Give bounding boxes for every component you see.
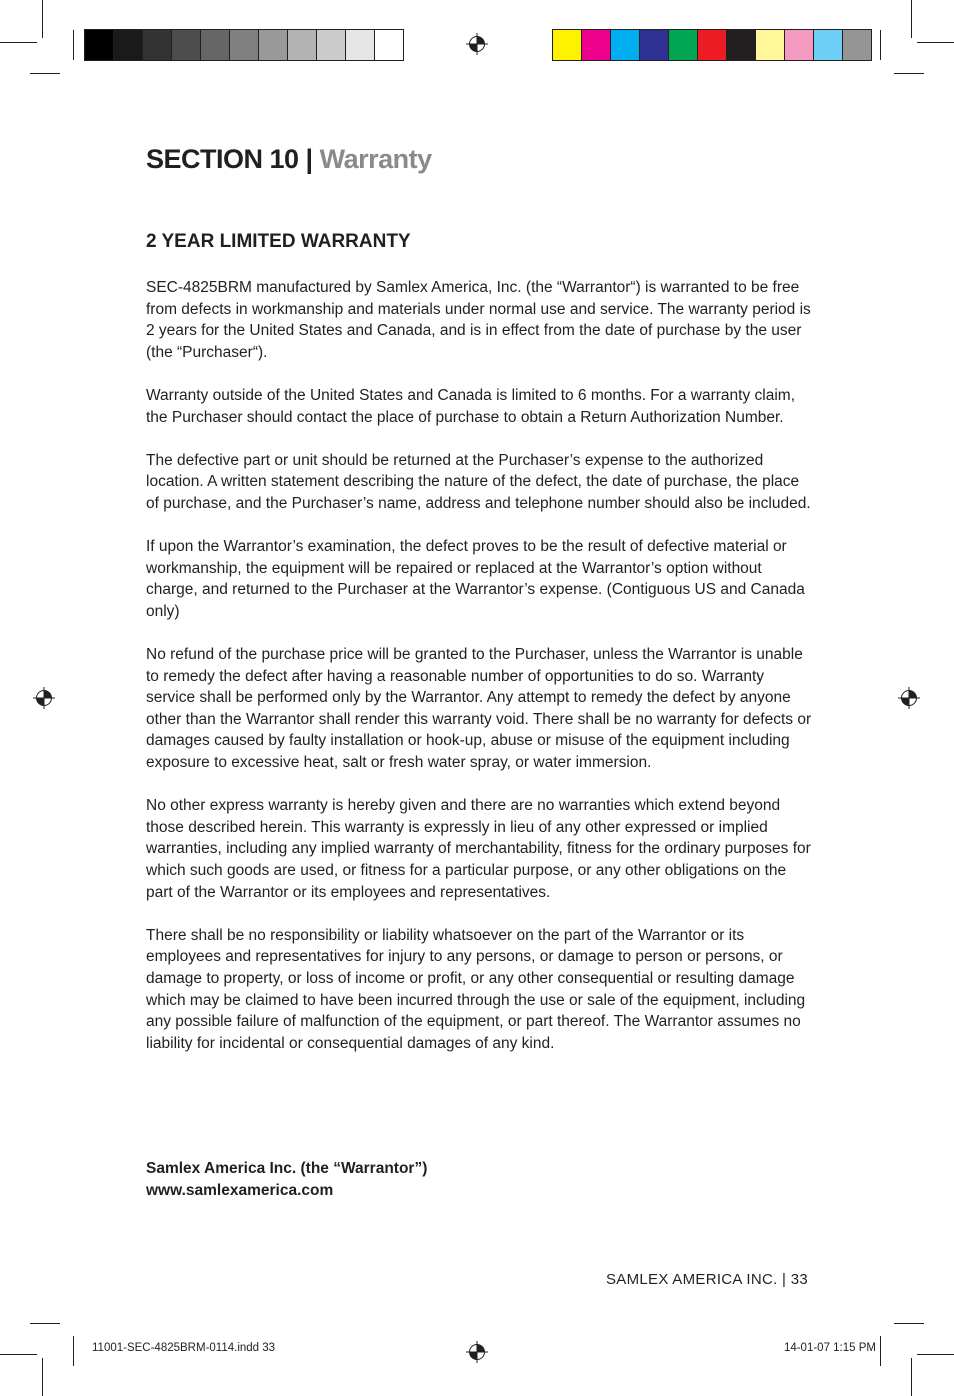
crop-mark — [73, 1336, 74, 1366]
color-swatch — [316, 30, 345, 60]
color-swatch — [784, 30, 813, 60]
color-swatch — [639, 30, 668, 60]
warranty-body — [146, 277, 812, 1076]
print-slug-file: 11001-SEC-4825BRM-0114.indd 33 — [92, 1342, 276, 1354]
color-swatch — [200, 30, 229, 60]
crop-mark — [42, 0, 43, 38]
crop-mark — [911, 0, 912, 38]
color-swatch — [258, 30, 287, 60]
crop-mark — [73, 30, 74, 60]
website-link[interactable]: www.samlexamerica.com — [146, 1181, 334, 1199]
color-swatch — [171, 30, 200, 60]
color-swatch — [229, 30, 258, 60]
paragraph: There shall be no responsibility or liability whatsoever on the part of the Warrantor or its employees and representatives for injury to any persons, or damage to person or persons, or damage to property, or loss of income or profit, or any other consequential or resulting damage which may be claimed to have been incurred through the use or sale of the equipment, including any possible failure of malfunction of the equipment, or part thereof. The Warrantor assumes no liability for incidental or consequential damages of any kind. — [146, 926, 806, 1052]
color-swatch — [142, 30, 171, 60]
company-name: Samlex America Inc. (the “Warrantor”) — [146, 1160, 428, 1177]
signature-block — [146, 1158, 427, 1201]
crop-mark — [880, 1336, 881, 1366]
paragraph: No refund of the purchase price will be granted to the Purchaser, unless the Warrantor is unable to remedy the defect after having a reasonable number of opportunities to do so. Warranty service shall be performed only by the Warrantor. Any attempt to remedy the defect by anyone other than the Warrantor shall render this warranty void. There shall be no warranty for defects or damages caused by faulty installation or hook-up, abuse or misuse of the equipment including exposure to excessive heat, salt or fresh water spray, or water immersion. — [146, 646, 812, 772]
color-swatch — [85, 30, 113, 60]
color-swatch — [813, 30, 842, 60]
crop-mark — [917, 42, 954, 43]
paragraph: Warranty outside of the United States and Canada is limited to 6 months. For a warranty claim, the Purchaser should contact the place of purchase to obtain a Return Authorization Number. — [146, 386, 796, 426]
registration-mark-icon — [466, 1341, 488, 1363]
color-swatch — [581, 30, 610, 60]
crop-mark — [894, 1323, 924, 1324]
crop-mark — [0, 1354, 37, 1355]
crop-mark — [30, 73, 60, 74]
crop-mark — [0, 42, 37, 43]
print-slug-date: 14-01-07 1:15 PM — [783, 1342, 876, 1354]
paragraph: If upon the Warrantor’s examination, the defect proves to be the result of defective material or workmanship, the equipment will be repaired or replaced at the Warrantor’s option without charge, and returned to the Purchaser at the Warrantor’s expense. (Contiguous US and Canada only) — [146, 538, 805, 620]
color-swatch — [345, 30, 374, 60]
crop-mark — [880, 30, 881, 60]
process-color-bar — [552, 29, 872, 61]
warranty-heading: 2 YEAR LIMITED WARRANTY — [146, 231, 411, 252]
registration-mark-icon — [466, 33, 488, 55]
color-swatch — [374, 30, 403, 60]
registration-mark-icon — [33, 687, 55, 709]
color-swatch — [726, 30, 755, 60]
color-swatch — [697, 30, 726, 60]
page-footer: SAMLEX AMERICA INC. | 33 — [606, 1271, 808, 1288]
crop-mark — [894, 73, 924, 74]
paragraph: SEC-4825BRM manufactured by Samlex America, Inc. (the “Warrantor“) is warranted to be free from defects in workmanship and materials under normal use and service. The warranty period is 2 years for the United States and Canada, and is in effect from the date of purchase by the user (the “Purchaser“). — [146, 279, 811, 361]
color-swatch — [553, 30, 581, 60]
color-swatch — [755, 30, 784, 60]
registration-mark-icon — [898, 687, 920, 709]
color-swatch — [610, 30, 639, 60]
crop-mark — [911, 1358, 912, 1396]
color-swatch — [113, 30, 142, 60]
section-prefix: SECTION 10 | — [146, 144, 320, 174]
crop-mark — [42, 1358, 43, 1396]
grayscale-color-bar — [84, 29, 404, 61]
section-name: Warranty — [319, 144, 432, 174]
crop-mark — [917, 1354, 954, 1355]
color-swatch — [287, 30, 316, 60]
paragraph: No other express warranty is hereby given and there are no warranties which extend beyond those described herein. This warranty is expressly in lieu of any other expressed or implied warranties, including any implied warranty of merchantability, fitness for the ordinary purposes for which such goods are used, or fitness for a particular purpose, or any other obligations on the part of the Warrantor or its employees and representatives. — [146, 797, 811, 901]
color-swatch — [842, 30, 871, 60]
color-swatch — [668, 30, 697, 60]
section-title — [146, 144, 432, 175]
crop-mark — [30, 1323, 60, 1324]
paragraph: The defective part or unit should be returned at the Purchaser’s expense to the authorized location. A written statement describing the nature of the defect, the date of purchase, the place of purchase, and the Purchaser’s name, address and telephone number should also be included. — [146, 451, 811, 512]
